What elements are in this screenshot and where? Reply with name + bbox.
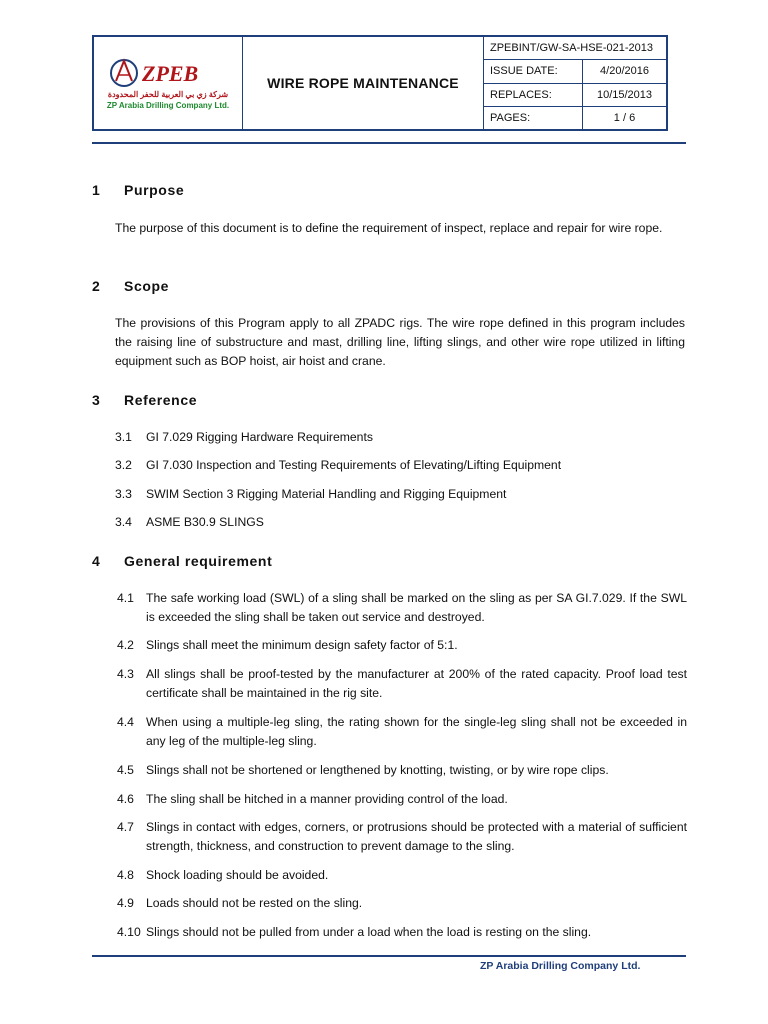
section-title: Purpose: [124, 182, 185, 198]
document-header-table: [92, 35, 668, 131]
section-heading-general-requirement: [92, 553, 272, 569]
footer-company-name: ZP Arabia Drilling Company Ltd.: [480, 960, 641, 972]
requirement-text: All slings shall be proof-tested by the manufacturer at 200% of the rated capacity. Proof load test certificate shall be maintained in the rig site.: [146, 667, 687, 700]
section-number: 4: [92, 553, 101, 569]
requirement-item: [117, 894, 687, 913]
logo-text: ZPEB: [142, 61, 199, 86]
requirement-item: [117, 665, 687, 703]
requirement-item: [117, 713, 687, 751]
requirement-number: 4.1: [117, 591, 134, 605]
reference-text: SWIM Section 3 Rigging Material Handling and Rigging Equipment: [146, 487, 507, 501]
purpose-text: The purpose of this document is to define the requirement of inspect, replace and repair for wire rope.: [115, 221, 663, 235]
meta-row-pages: [484, 107, 666, 129]
requirement-text: Slings should not be pulled from under a load when the load is resting on the sling.: [146, 925, 592, 939]
requirement-item: [117, 589, 687, 627]
footer-divider: [92, 955, 686, 957]
meta-row-doc-number: [484, 37, 666, 60]
reference-item: [115, 515, 264, 529]
requirement-number: 4.6: [117, 792, 134, 806]
reference-text: ASME B30.9 SLINGS: [146, 515, 264, 529]
requirement-text: Slings shall not be shortened or lengthened by knotting, twisting, or by wire rope clips.: [146, 763, 609, 777]
requirement-text: When using a multiple-leg sling, the rating shown for the single-leg sling shall not be exceeded in any leg of the multiple-leg sling.: [146, 715, 687, 748]
meta-row-replaces: [484, 84, 666, 107]
requirement-number: 4.4: [117, 715, 134, 729]
company-name-english: ZP Arabia Drilling Company Ltd.: [106, 101, 230, 110]
requirement-item: [117, 761, 687, 780]
section-heading-purpose: [92, 182, 184, 198]
reference-item: [115, 458, 561, 472]
section-title: Scope: [124, 278, 170, 294]
reference-item: [115, 487, 506, 501]
requirement-item: [117, 866, 687, 885]
requirement-item: [117, 923, 687, 942]
requirement-text: The safe working load (SWL) of a sling shall be marked on the sling as per SA GI.7.029. If the SWL is exceeded the sling shall be taken out service and destroyed.: [146, 591, 687, 624]
section-heading-reference: [92, 392, 197, 408]
replaces-value: 10/15/2013: [596, 88, 653, 101]
meta-row-issue-date: [484, 60, 666, 83]
pages-label: PAGES:: [484, 107, 583, 129]
issue-date-value: 4/20/2016: [600, 65, 649, 78]
doc-number: ZPEBINT/GW-SA-HSE-021-2013: [490, 42, 654, 55]
requirement-item: [117, 790, 687, 809]
pages-value: 1 / 6: [613, 111, 636, 124]
replaces-label: REPLACES:: [484, 84, 583, 106]
scope-text: The provisions of this Program apply to all ZPADC rigs. The wire rope defined in this program includes the raising line of substructure and mast, drilling line, lifting slings, and other wire rope utilized in lifting equipment such as BOP hoist, air hoist and crane.: [115, 316, 685, 368]
section-title: Reference: [124, 392, 198, 408]
requirement-number: 4.3: [117, 667, 134, 681]
requirement-number: 4.2: [117, 638, 134, 652]
section-number: 2: [92, 278, 101, 294]
requirement-text: The sling shall be hitched in a manner providing control of the load.: [146, 792, 508, 806]
requirement-text: Slings shall meet the minimum design safety factor of 5:1.: [146, 638, 458, 652]
zpeb-logo-icon: [108, 55, 228, 91]
company-name-arabic: شركة زي بي العربية للحفر المحدودة: [107, 90, 229, 99]
header-divider: [92, 142, 686, 144]
reference-number: 3.3: [115, 487, 132, 501]
issue-date-label: ISSUE DATE:: [484, 60, 583, 82]
document-title: WIRE ROPE MAINTENANCE: [243, 37, 484, 129]
reference-item: [115, 430, 373, 444]
requirement-text: Loads should not be rested on the sling.: [146, 896, 363, 910]
section-number: 1: [92, 182, 101, 198]
reference-number: 3.4: [115, 515, 132, 529]
company-logo-cell: [94, 37, 243, 129]
reference-text: GI 7.029 Rigging Hardware Requirements: [146, 430, 373, 444]
requirement-number: 4.5: [117, 763, 134, 777]
requirement-number: 4.9: [117, 896, 134, 910]
requirement-item: [117, 818, 687, 856]
document-meta: [484, 37, 666, 129]
requirement-number: 4.10: [117, 925, 141, 939]
reference-number: 3.2: [115, 458, 132, 472]
requirement-item: [117, 636, 687, 655]
requirement-number: 4.7: [117, 820, 134, 834]
requirement-text: Slings in contact with edges, corners, or protrusions should be protected with a material of sufficient strength, thickness, and construction to prevent damage to the sling.: [146, 820, 687, 853]
section-heading-scope: [92, 278, 169, 294]
reference-number: 3.1: [115, 430, 132, 444]
requirement-text: Shock loading should be avoided.: [146, 868, 329, 882]
reference-text: GI 7.030 Inspection and Testing Requirements of Elevating/Lifting Equipment: [146, 458, 562, 472]
section-title: General requirement: [124, 553, 273, 569]
requirement-number: 4.8: [117, 868, 134, 882]
section-number: 3: [92, 392, 101, 408]
